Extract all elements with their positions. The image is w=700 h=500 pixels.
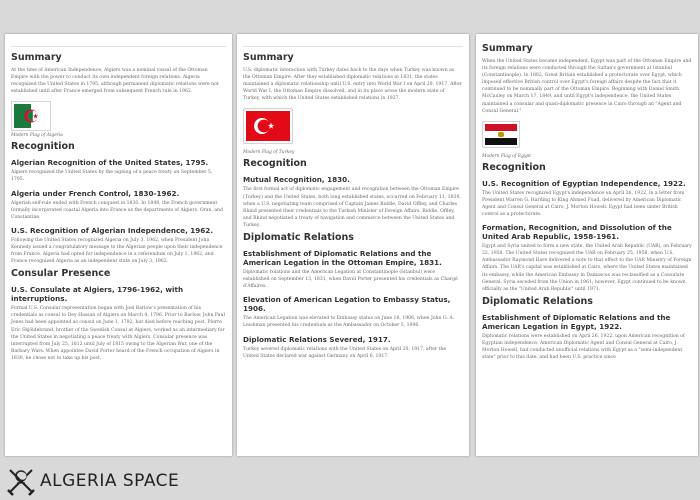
mutual-recognition-heading: Mutual Recognition, 1830. (243, 175, 350, 185)
algeria-flag-image (11, 101, 51, 131)
uar-text: Egypt and Syria united to form a new state, the United Arab Republic (UAR), on February 22, 1958. The United States recognized the UAR on February 25, 1958, when U.S. Ambassador Raymond Hare delivered a note to that effect to the UAR Ministry of Foreign Affairs. The UAR's capital was established at Cairo, where the United States maintained its embassy, while the American Embassy in Damascus was reclassified as a Consulate General. Syria seceded from the Union in 1961; however, Egypt continued to be known officially as the "United Arab Republic" until 1971. (482, 244, 692, 292)
recognition-heading: Recognition (482, 161, 546, 173)
consular-presence-heading: Consular Presence (11, 268, 111, 280)
embassy-elevation-heading: Elevation of American Legation to Embassy Status, 1906. (243, 295, 451, 314)
summary-heading: Summary (11, 52, 62, 63)
egypt-flag-caption: Modern Flag of Egypt (482, 153, 531, 159)
turkey-flag-icon (246, 111, 290, 141)
consulate-text: Formal U.S. Consular representation began with Joel Barlow's presentation of his credentials as consul to Dey Hassan of Algiers on March 4, 1796. Prior to Barlow, John Paul Jones had been appointed as consul on June 1, 1792, but died before reaching post. Pierre Eric Skjöldebrand, brother of the Swedish Consul at Algiers, worked as an intermediary for the United States in negotiating a peace treaty with Algiers. Consular presence was interrupted from July 25, 1812 until July of 1815 owing to the Algerian War, one of the Barbary Wars. When appointee David Porter heard of the French occupation of Algiers in 1830, he chose not to take up his post, (11, 306, 225, 361)
algeria-article-panel (5, 34, 232, 456)
us-recognition-heading: U.S. Recognition of Algerian Independence, 1962. (11, 225, 214, 235)
us-recognition-text: Following the United States recognized Algeria on July 3, 1962, when President John Kennedy issued a congratulatory message to the Algerian people upon their independence from France. Algeria had opted for independence in a referendum on July 1, 1962, and France recognized Algeria as an independent state on July 3, 1962. (11, 237, 223, 265)
french-control-text: Algerian self-rule ended with French conquest in 1830. In 1848, the French government formally incorporated coastal Algeria into France as the departments of Algiers, Oran, and Constantine. (11, 200, 224, 220)
recognition-1795-heading: Algerian Recognition of the United States, 1795. (11, 158, 209, 168)
diplomatic-relations-heading: Diplomatic Relations (243, 232, 354, 244)
turkey-article-panel (237, 34, 469, 456)
summary-heading: Summary (482, 43, 533, 54)
recognition-heading: Recognition (11, 141, 75, 153)
establishment-text: Diplomatic relations were established on April 26, 1922, upon American recognition of Egyptian independence. American Diplomatic Agent and Consul General at Cairo, J. Morton Howell, had conducted unofficial relations with Egypt as a "semi-independent state" prior to this date, and had been U.S. practice since (482, 333, 685, 361)
diplomatic-relations-heading: Diplomatic Relations (482, 295, 593, 307)
consulate-heading: U.S. Consulate at Algiers, 1796-1962, with interruptions. (11, 285, 184, 304)
establishment-heading: Establishment of Diplomatic Relations and the American Legation in Egypt, 1922. (482, 312, 671, 331)
algeria-flag-icon (14, 104, 48, 128)
relations-severed-heading: Diplomatic Relations Severed, 1917. (243, 334, 391, 344)
turkey-flag-caption: Modern Flag of Turkey (243, 150, 295, 156)
recognition-1795-text: Algiers recognized the United States by the signing of a peace treaty on September 5, 1795. (11, 170, 213, 183)
egypt-article-panel (476, 34, 698, 456)
turkey-flag-image (243, 108, 293, 144)
summary-text: At the time of American Independence, Algiers was a nominal vassal of the Ottoman Empire with the power to conduct its own independent foreign relations. Algeria recognized the United States in 1795, although permanent diplomatic relations were not established until after France emerged from subsequent French rule in 1962. (11, 67, 219, 95)
mutual-recognition-text: The first formal act of diplomatic engagement and recognition between the Ottoman Empire (Turkey) and the United States, both long established states, occurred on February 11, 1830, when a U.S. negotiating team comprised of Captain James Biddle, David Offley, and Charles Rhind presented their credentials to the Turkish Minister of Foreign Affairs. Biddle, Offley, and Rhind negotiated a treaty of navigation and commerce between the United States and Turkey. (243, 187, 461, 228)
algeria-space-watermark (4, 466, 179, 496)
watermark-text: ALGERIA SPACE (40, 471, 180, 491)
us-recognition-heading: U.S. Recognition of Egyptian Independence, 1922. (482, 178, 686, 188)
summary-text: U.S. diplomatic interaction with Turkey dates back to the days when Turkey was known as the Ottoman Empire. After they established diplomatic relations in 1831, the states maintained a diplomatic relationship until U.S. entry into World War I on April 20, 1917. After World War I, the Ottoman Empire dissolved, and in its place arose the modern state of Turkey, with which the United States established relations in 1927. (243, 67, 462, 102)
panel-top-divider (11, 40, 226, 47)
relations-severed-text: Turkey severed diplomatic relations with the United States on April 20, 1917, after the United States declared war against Germany on April 6, 1917. (243, 346, 447, 359)
us-recognition-text: The United States recognized Egypt's independence on April 26, 1922, in a letter from President Warren G. Harding to King Ahmed Fuad, delivered by American Diplomatic Agent and Consul General at Cairo, J. Morton Howell. Egypt had been under British control as a protectorate. (482, 190, 685, 218)
egypt-flag-icon (485, 124, 517, 145)
recognition-heading: Recognition (243, 158, 307, 170)
summary-heading: Summary (243, 52, 294, 63)
egypt-flag-image (482, 121, 520, 148)
french-control-heading: Algeria under French Control, 1830-1962. (11, 188, 180, 198)
crossed-swords-crescent-logo-icon (4, 466, 38, 496)
algeria-flag-caption: Modern Flag of Algeria (11, 133, 63, 139)
summary-text: When the United States became independent, Egypt was part of the Ottoman Empire and its foreign relations were conducted through the Sultan's government at Istanbul (Constantinople). In 1882, Great Britain established a protectorate over Egypt, which imposed effective British control over Egypt's foreign affairs despite the fact that it continued to be nominally part of the Ottoman Empire. Beginning with Daniel Smith McCauley on March 17, 1849, and until Egypt's independence, the United States maintained a consular and quasi-diplomatic presence in Cairo through an "Agent and Consul General." (482, 58, 692, 114)
establishment-text: Diplomatic relations and the American Legation at Constantinople (Istanbul) were established on September 13, 1831, when David Porter presented his credentials as Chargé d'Affaires. (243, 269, 458, 290)
establishment-heading: Establishment of Diplomatic Relations and the American Legation in the Ottoman Empire, 1831. (243, 248, 442, 267)
panel-top-divider (243, 40, 463, 47)
eagle-emblem-icon (498, 132, 504, 137)
uar-heading: Formation, Recognition, and Dissolution of the United Arab Republic, 1958-1961. (482, 223, 672, 242)
embassy-elevation-text: The American Legation was elevated to Embassy status on June 16, 1906, when John G. A. Leishman presented his credentials as the Ambassador on October 5, 1906. (243, 316, 455, 329)
